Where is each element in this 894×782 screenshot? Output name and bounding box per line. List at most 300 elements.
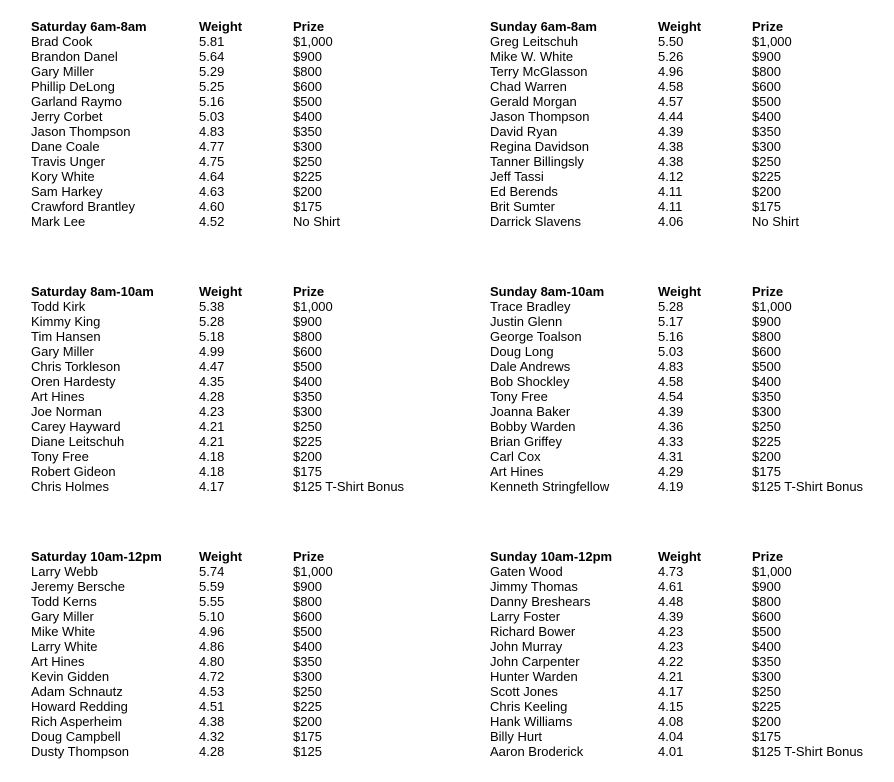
angler-name: Crawford Brantley (31, 199, 136, 214)
weight-value: 4.51 (199, 699, 225, 714)
angler-name: Chad Warren (490, 79, 567, 94)
angler-name: John Carpenter (490, 654, 580, 669)
weight-value: 5.25 (199, 79, 225, 94)
result-row (490, 669, 894, 684)
weight-value: 4.06 (658, 214, 684, 229)
prize-value: $500 (752, 359, 781, 374)
angler-name: Kevin Gidden (31, 669, 110, 684)
result-row (490, 344, 894, 359)
result-row (31, 344, 490, 359)
angler-name: Kenneth Stringfellow (490, 479, 610, 494)
result-row (31, 154, 490, 169)
sunday-column (490, 19, 894, 782)
weight-value: 5.59 (199, 579, 225, 594)
result-row (490, 479, 894, 494)
angler-name: Chris Torkleson (31, 359, 121, 374)
result-row (490, 139, 894, 154)
prize-value: $1,000 (752, 564, 792, 579)
result-row (31, 359, 490, 374)
result-row (31, 199, 490, 214)
angler-name: Carl Cox (490, 449, 541, 464)
angler-name: Jimmy Thomas (490, 579, 578, 594)
angler-name: Jeremy Bersche (31, 579, 125, 594)
result-row (490, 579, 894, 594)
angler-name: Oren Hardesty (31, 374, 116, 389)
angler-name: Bobby Warden (490, 419, 576, 434)
weight-column-header: Weight (658, 284, 702, 299)
result-row (31, 404, 490, 419)
result-row (490, 624, 894, 639)
angler-name: Mike White (31, 624, 96, 639)
prize-value: $200 (293, 714, 322, 729)
result-row (490, 214, 894, 229)
result-row (31, 329, 490, 344)
weight-value: 4.39 (658, 404, 684, 419)
weight-value: 4.63 (199, 184, 225, 199)
angler-name: Mike W. White (490, 49, 574, 64)
weight-value: 4.04 (658, 729, 684, 744)
prize-value: $225 (293, 169, 322, 184)
prize-value: $400 (293, 374, 322, 389)
prize-value: No Shirt (293, 214, 340, 229)
result-row (31, 64, 490, 79)
result-row (490, 64, 894, 79)
prize-value: $175 (752, 729, 781, 744)
result-row (490, 169, 894, 184)
angler-name: Dane Coale (31, 139, 100, 154)
prize-value: $1,000 (752, 34, 792, 49)
result-row (31, 579, 490, 594)
weight-value: 4.17 (199, 479, 225, 494)
angler-name: Trace Bradley (490, 299, 571, 314)
weight-value: 4.33 (658, 434, 684, 449)
result-row (490, 199, 894, 214)
session-title: Sunday 6am-8am (490, 19, 597, 34)
result-row (490, 109, 894, 124)
weight-value: 5.38 (199, 299, 225, 314)
weight-value: 5.64 (199, 49, 225, 64)
weight-value: 4.23 (199, 404, 225, 419)
prize-value: $225 (293, 699, 322, 714)
result-row (31, 419, 490, 434)
angler-name: Chris Keeling (490, 699, 568, 714)
weight-value: 4.60 (199, 199, 225, 214)
prize-value: $350 (752, 124, 781, 139)
weight-value: 4.36 (658, 419, 684, 434)
angler-name: Todd Kirk (31, 299, 86, 314)
weight-column-header: Weight (199, 284, 243, 299)
weight-value: 4.54 (658, 389, 684, 404)
result-row (31, 79, 490, 94)
prize-value: $175 (752, 199, 781, 214)
prize-value: $800 (752, 64, 781, 79)
angler-name: Tony Free (490, 389, 548, 404)
result-row (490, 434, 894, 449)
weight-value: 4.52 (199, 214, 225, 229)
prize-value: $400 (752, 109, 781, 124)
result-row (490, 714, 894, 729)
angler-name: Justin Glenn (490, 314, 563, 329)
prize-value: $600 (293, 79, 322, 94)
result-row (490, 184, 894, 199)
weight-value: 4.08 (658, 714, 684, 729)
angler-name: Todd Kerns (31, 594, 97, 609)
session-rows (490, 299, 894, 494)
weight-value: 4.83 (658, 359, 684, 374)
prize-value: No Shirt (752, 214, 799, 229)
prize-value: $225 (752, 699, 781, 714)
result-row (31, 639, 490, 654)
session-sunday-10am-12pm (490, 549, 894, 759)
angler-name: Tim Hansen (31, 329, 101, 344)
prize-column-header: Prize (752, 19, 784, 34)
angler-name: Hank Williams (490, 714, 573, 729)
result-row (31, 299, 490, 314)
prize-value: $350 (752, 389, 781, 404)
weight-value: 5.74 (199, 564, 225, 579)
result-row (490, 359, 894, 374)
weight-value: 4.38 (658, 154, 684, 169)
angler-name: Richard Bower (490, 624, 576, 639)
prize-value: $800 (752, 329, 781, 344)
weight-value: 4.29 (658, 464, 684, 479)
weight-value: 4.57 (658, 94, 684, 109)
result-row (31, 214, 490, 229)
weight-value: 4.64 (199, 169, 225, 184)
result-row (490, 34, 894, 49)
prize-value: $175 (752, 464, 781, 479)
prize-column-header: Prize (752, 549, 784, 564)
prize-column-header: Prize (293, 19, 325, 34)
prize-value: $200 (752, 714, 781, 729)
prize-value: $350 (293, 654, 322, 669)
result-row (490, 314, 894, 329)
weight-value: 4.39 (658, 124, 684, 139)
prize-value: $1,000 (293, 34, 333, 49)
result-row (490, 449, 894, 464)
result-row (31, 744, 490, 759)
result-row (31, 609, 490, 624)
angler-name: Travis Unger (31, 154, 105, 169)
result-row (31, 699, 490, 714)
prize-value: $600 (752, 79, 781, 94)
prize-value: $800 (293, 329, 322, 344)
angler-name: Greg Leitschuh (490, 34, 579, 49)
session-header-row (31, 19, 490, 34)
prize-value: $900 (752, 579, 781, 594)
result-row (490, 744, 894, 759)
weight-value: 4.18 (199, 464, 225, 479)
weight-value: 5.03 (199, 109, 225, 124)
result-row (490, 79, 894, 94)
result-row (490, 464, 894, 479)
prize-value: $600 (752, 344, 781, 359)
weight-value: 4.11 (658, 184, 683, 199)
angler-name: Carey Hayward (31, 419, 121, 434)
weight-value: 4.75 (199, 154, 225, 169)
result-row (490, 94, 894, 109)
prize-value: $500 (752, 624, 781, 639)
prize-value: $1,000 (293, 299, 333, 314)
prize-value: $900 (293, 49, 322, 64)
weight-value: 4.61 (658, 579, 684, 594)
result-row (31, 564, 490, 579)
angler-name: Brad Cook (31, 34, 93, 49)
angler-name: Howard Redding (31, 699, 128, 714)
result-row (31, 714, 490, 729)
result-row (490, 594, 894, 609)
result-row (31, 169, 490, 184)
session-title: Saturday 10am-12pm (31, 549, 162, 564)
result-row (490, 389, 894, 404)
saturday-column (31, 19, 490, 782)
angler-name: John Murray (490, 639, 563, 654)
weight-value: 4.38 (658, 139, 684, 154)
prize-column-header: Prize (293, 549, 325, 564)
prize-value: $200 (293, 184, 322, 199)
result-row (490, 699, 894, 714)
angler-name: Larry Foster (490, 609, 561, 624)
weight-value: 5.29 (199, 64, 225, 79)
session-header-row (490, 19, 894, 34)
weight-value: 5.26 (658, 49, 684, 64)
weight-value: 4.28 (199, 744, 225, 759)
angler-name: Ed Berends (490, 184, 558, 199)
angler-name: Brit Sumter (490, 199, 556, 214)
result-row (490, 684, 894, 699)
angler-name: Art Hines (490, 464, 544, 479)
prize-value: $300 (293, 669, 322, 684)
result-row (31, 184, 490, 199)
weight-value: 4.96 (658, 64, 684, 79)
prize-value: $1,000 (752, 299, 792, 314)
weight-value: 4.21 (199, 434, 225, 449)
weight-value: 4.31 (658, 449, 684, 464)
angler-name: Art Hines (31, 654, 85, 669)
weight-value: 4.99 (199, 344, 225, 359)
angler-name: Dusty Thompson (31, 744, 130, 759)
session-header-row (31, 549, 490, 564)
prize-value: $300 (293, 139, 322, 154)
weight-value: 5.16 (658, 329, 684, 344)
session-rows (490, 34, 894, 229)
angler-name: Diane Leitschuh (31, 434, 125, 449)
prize-value: $400 (752, 639, 781, 654)
weight-value: 4.32 (199, 729, 225, 744)
prize-value: $600 (293, 609, 322, 624)
weight-value: 4.73 (658, 564, 684, 579)
prize-value: $900 (293, 579, 322, 594)
weight-value: 4.11 (658, 199, 683, 214)
result-row (490, 49, 894, 64)
result-row (31, 669, 490, 684)
result-row (490, 124, 894, 139)
weight-value: 4.23 (658, 624, 684, 639)
prize-value: $500 (293, 624, 322, 639)
session-title: Sunday 8am-10am (490, 284, 605, 299)
weight-value: 4.58 (658, 374, 684, 389)
angler-name: Joanna Baker (490, 404, 571, 419)
result-row (31, 389, 490, 404)
weight-value: 4.23 (658, 639, 684, 654)
prize-value: $900 (752, 49, 781, 64)
session-rows (31, 299, 490, 494)
angler-name: Brian Griffey (490, 434, 563, 449)
angler-name: Art Hines (31, 389, 85, 404)
prize-value: $125 T-Shirt Bonus (752, 479, 864, 494)
angler-name: Regina Davidson (490, 139, 590, 154)
angler-name: Terry McGlasson (490, 64, 588, 79)
weight-value: 5.28 (199, 314, 225, 329)
weight-value: 5.16 (199, 94, 225, 109)
prize-value: $175 (293, 199, 322, 214)
angler-name: Jason Thompson (31, 124, 131, 139)
prize-value: $175 (293, 729, 322, 744)
weight-value: 5.18 (199, 329, 225, 344)
prize-value: $250 (752, 684, 781, 699)
weight-value: 5.28 (658, 299, 684, 314)
angler-name: Doug Long (490, 344, 554, 359)
angler-name: Chris Holmes (31, 479, 110, 494)
prize-value: $300 (752, 669, 781, 684)
result-row (31, 109, 490, 124)
angler-name: Hunter Warden (490, 669, 578, 684)
weight-value: 4.96 (199, 624, 225, 639)
session-sunday-6am-8am (490, 19, 894, 229)
prize-column-header: Prize (752, 284, 784, 299)
prize-value: $175 (293, 464, 322, 479)
prize-value: $350 (293, 124, 322, 139)
prize-value: $800 (752, 594, 781, 609)
weight-value: 4.22 (658, 654, 684, 669)
result-row (31, 684, 490, 699)
prize-value: $400 (293, 639, 322, 654)
angler-name: Sam Harkey (31, 184, 103, 199)
prize-value: $400 (293, 109, 322, 124)
angler-name: Gary Miller (31, 609, 94, 624)
prize-value: $225 (293, 434, 322, 449)
prize-value: $600 (293, 344, 322, 359)
result-row (490, 729, 894, 744)
weight-value: 4.80 (199, 654, 225, 669)
result-row (31, 434, 490, 449)
weight-value: 4.18 (199, 449, 225, 464)
prize-value: $900 (752, 314, 781, 329)
session-rows (490, 564, 894, 759)
session-header-row (31, 284, 490, 299)
result-row (31, 624, 490, 639)
weight-value: 4.53 (199, 684, 225, 699)
session-rows (31, 34, 490, 229)
prize-value: $500 (752, 94, 781, 109)
result-row (490, 654, 894, 669)
angler-name: Mark Lee (31, 214, 86, 229)
prize-value: $250 (752, 154, 781, 169)
angler-name: Doug Campbell (31, 729, 121, 744)
weight-value: 4.21 (199, 419, 225, 434)
angler-name: Larry White (31, 639, 98, 654)
result-row (31, 464, 490, 479)
weight-value: 4.15 (658, 699, 684, 714)
angler-name: George Toalson (490, 329, 582, 344)
session-header-row (490, 549, 894, 564)
result-row (490, 374, 894, 389)
weight-value: 4.01 (658, 744, 684, 759)
result-row (490, 609, 894, 624)
weight-value: 5.55 (199, 594, 225, 609)
session-sunday-8am-10am (490, 284, 894, 494)
weight-column-header: Weight (658, 19, 702, 34)
prize-value: $800 (293, 594, 322, 609)
angler-name: Larry Webb (31, 564, 98, 579)
prize-value: $250 (293, 154, 322, 169)
weight-value: 4.86 (199, 639, 225, 654)
angler-name: Jerry Corbet (31, 109, 103, 124)
weight-value: 5.81 (199, 34, 225, 49)
weight-value: 5.10 (199, 609, 225, 624)
prize-value: $300 (752, 404, 781, 419)
weight-value: 5.03 (658, 344, 684, 359)
prize-value: $350 (752, 654, 781, 669)
result-row (31, 654, 490, 669)
prize-value: $500 (293, 359, 322, 374)
prize-column-header: Prize (293, 284, 325, 299)
weight-value: 4.44 (658, 109, 684, 124)
prize-value: $125 T-Shirt Bonus (752, 744, 864, 759)
angler-name: Tony Free (31, 449, 89, 464)
angler-name: Danny Breshears (490, 594, 591, 609)
session-saturday-8am-10am (31, 284, 490, 494)
session-header-row (490, 284, 894, 299)
weight-column-header: Weight (199, 549, 243, 564)
weight-value: 4.39 (658, 609, 684, 624)
result-row (490, 564, 894, 579)
weight-value: 4.17 (658, 684, 684, 699)
result-row (31, 449, 490, 464)
weight-value: 4.58 (658, 79, 684, 94)
angler-name: Gary Miller (31, 344, 94, 359)
angler-name: Phillip DeLong (31, 79, 115, 94)
result-row (490, 419, 894, 434)
prize-value: $500 (293, 94, 322, 109)
weight-column-header: Weight (658, 549, 702, 564)
weight-value: 4.83 (199, 124, 225, 139)
prize-value: $800 (293, 64, 322, 79)
prize-value: $200 (293, 449, 322, 464)
prize-value: $250 (752, 419, 781, 434)
session-title: Saturday 6am-8am (31, 19, 147, 34)
result-row (490, 299, 894, 314)
prize-value: $125 (293, 744, 322, 759)
session-title: Sunday 10am-12pm (490, 549, 613, 564)
angler-name: Jason Thompson (490, 109, 590, 124)
result-row (31, 479, 490, 494)
angler-name: Rich Asperheim (31, 714, 123, 729)
result-row (31, 124, 490, 139)
result-row (31, 139, 490, 154)
weight-value: 4.47 (199, 359, 225, 374)
angler-name: Kory White (31, 169, 95, 184)
angler-name: Dale Andrews (490, 359, 571, 374)
weight-value: 4.72 (199, 669, 225, 684)
weight-value: 4.48 (658, 594, 684, 609)
angler-name: Kimmy King (31, 314, 101, 329)
angler-name: Jeff Tassi (490, 169, 544, 184)
prize-value: $300 (293, 404, 322, 419)
result-row (31, 314, 490, 329)
angler-name: Robert Gideon (31, 464, 116, 479)
session-rows (31, 564, 490, 759)
